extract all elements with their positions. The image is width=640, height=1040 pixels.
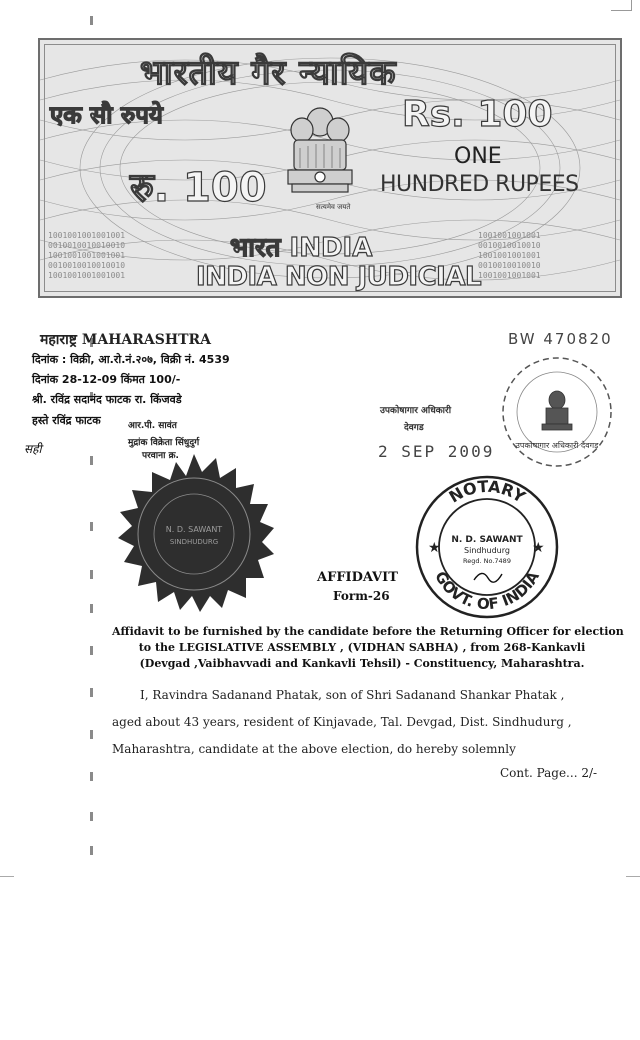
affidavit-title: AFFIDAVIT [317,570,398,585]
vendor-stamp-line-3: परवाना क्र. [142,451,179,461]
vendor-signature: सही [24,442,42,456]
amount-hindi-numeral: रु. 100 [130,165,267,211]
page-corner-mark [611,0,632,11]
vendor-stamp-line-2: मुद्रांक विक्रेता सिंधुदुर्ग [128,438,200,448]
emblem-motto: सत्यमेव जयते [316,203,351,211]
svg-text:1001001001001001: 1001001001001001 [48,271,126,280]
svg-text:0010010010010010: 0010010010010010 [48,241,126,250]
round-stamp-text: उपकोषागार अधिकारी देवगड [515,441,599,450]
notary-place: Sindhudurg [464,546,510,555]
affidavit-intro-line-1: Affidavit to be furnished by the candidate before the Returning Officer for election [112,625,624,638]
notary-bottom-text: GOVT. OF INDIA [431,568,543,614]
affidavit-intro-line-3: (Devgad ,Vaibhavvadi and Kankavli Tehsil) - Constituency, Maharashtra. [139,657,585,670]
vendor-stamp-line-1: आर.पी. सावंत [128,421,177,431]
continuation-note: Cont. Page... 2/- [500,766,598,780]
amount-rs: Rs. 100 [402,94,553,135]
right-cut-mark [626,876,640,877]
affidavit-intro-line-2: to the LEGISLATIVE ASSEMBLY , (VIDHAN SABHA) , from 268-Kankavli [138,641,586,654]
handwritten-line-3: श्री. रविंद्र सदानंद फाटक रा. किंजवडे [32,393,182,406]
left-cut-mark [0,876,14,877]
advocate-seal [112,452,276,616]
svg-text:1001001001001: 1001001001001 [478,231,541,240]
svg-text:0010010010010: 0010010010010 [478,261,541,270]
date-stamp: 2 SEP 2009 [378,442,495,461]
handwritten-line-2: दिनांक 28-12-09 किंमत 100/- [32,373,181,386]
amount-words: HUNDRED RUPEES [380,172,579,197]
svg-text:0010010010010: 0010010010010 [478,241,541,250]
stamp-title-hindi: भारतीय गैर न्यायिक [140,53,397,93]
notary-signature-mark [474,573,502,582]
handwritten-line-1: दिनांक : विक्री, आ.रो.नं.२०७, विक्री नं. 4539 [32,353,230,366]
treasury-place-label: देवगड [404,423,424,433]
affidavit-body-line-1: I, Ravindra Sadanand Phatak, son of Shri Sadanand Shankar Phatak , [140,688,565,702]
handwritten-line-4: हस्ते रविंद्र फाटक [32,414,101,427]
state-label: महाराष्ट्र MAHARASHTRA [40,332,212,348]
affidavit-body-line-2: aged about 43 years, resident of Kinjavade, Tal. Devgad, Dist. Sindhudurg , [112,715,572,729]
affidavit-form-number: Form-26 [333,589,390,603]
star-icon: ★ [532,540,545,556]
treasury-round-stamp [492,352,622,472]
treasury-officer-label: उपकोषागार अधिकारी [380,406,452,416]
svg-text:1001001001001001: 1001001001001001 [48,251,126,260]
serial-number: BW 470820 [508,330,613,348]
svg-text:1001001001001: 1001001001001 [478,271,541,280]
notary-name: N. D. SAWANT [451,535,523,545]
amount-one: ONE [454,144,502,169]
amount-hindi-words: एक सौ रुपये [50,101,163,129]
ashoka-emblem-icon [280,100,360,210]
affidavit-body-line-3: Maharashtra, candidate at the above election, do hereby solemnly [112,742,516,756]
notary-regd: Regd. No.7489 [463,557,511,565]
stamp-paper [38,38,622,298]
svg-text:1001001001001001: 1001001001001001 [48,231,126,240]
notary-seal [412,472,562,622]
svg-text:1001001001001: 1001001001001 [478,251,541,260]
star-icon: ★ [428,540,441,556]
india-non-judicial-text: INDIA NON JUDICIAL [196,262,482,292]
emblem-icon [542,391,572,430]
affidavit-intro [112,624,624,672]
bharat-india-text: भारत INDIA [230,233,373,263]
notary-top-text: NOTARY [445,476,529,507]
svg-text:0010010010010010: 0010010010010010 [48,261,126,270]
advocate-seal-name: N. D. SAWANT [165,525,223,534]
advocate-seal-place: SINDHUDURG [169,538,219,546]
